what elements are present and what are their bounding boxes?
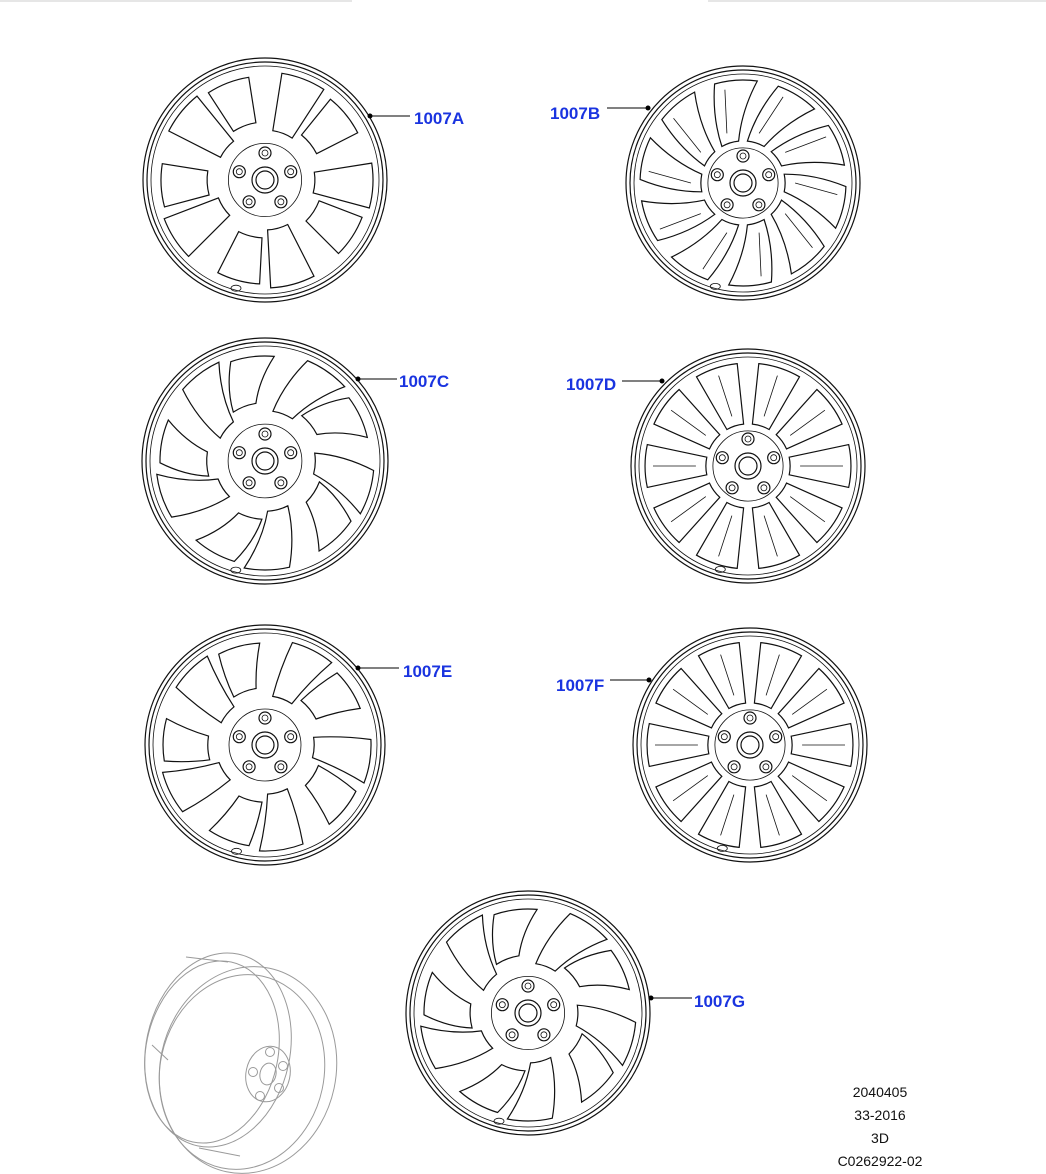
spoke-window [229,356,274,412]
leader-dot-1007b [646,106,651,111]
spoke-window [752,503,799,569]
spoke-groove [766,655,779,696]
lug-hole [763,169,775,181]
lug-hole [233,731,245,743]
rim-lip [634,74,852,292]
lug-hole [742,433,754,445]
spoke-window [656,762,722,821]
lug-hole [711,169,723,181]
lug-bolt [262,715,268,721]
spoke-window [176,656,234,723]
spoke-window [640,138,702,192]
lug-bolt [724,202,730,208]
hub-ring [708,148,778,218]
hub-ring [229,709,301,781]
lug-hole [285,447,297,459]
spoke-window [163,719,210,762]
reference-block [800,1081,960,1173]
spoke-groove [649,171,691,183]
lug-bolt [766,172,772,178]
spoke-groove [764,516,777,557]
leader-dot-1007a [368,114,373,119]
lug-bolt [278,764,284,770]
spoke-window [302,99,358,154]
rim-inner [146,342,384,580]
lug-hole [538,1029,550,1041]
rim-inner [149,629,381,861]
lug-hole [770,731,782,743]
spoke-window [654,483,720,542]
spoke-window [507,1058,554,1121]
lug-bolt [288,734,294,740]
spoke-window [729,220,772,286]
wheel-perspective-view [127,939,356,1174]
lug-bolt [756,202,762,208]
rim-lip [414,899,642,1127]
spoke-window [218,232,262,284]
label-1007g[interactable]: 1007G [694,992,746,1011]
lug-hole [233,447,245,459]
leader-dot-1007f [647,678,652,683]
lug-hole [259,712,271,724]
wheel-d[interactable] [631,349,865,583]
spoke-window [260,789,304,851]
lug-bolt [246,764,252,770]
lug-bolt [745,436,751,442]
spoke-window [424,972,472,1028]
spoke-window [771,125,844,165]
rim-outer [145,625,385,865]
hub-ring [713,431,783,501]
reference-view: 3D [871,1130,889,1146]
spoke-window [492,909,537,964]
spoke-window [313,163,373,208]
lug-hole [243,761,255,773]
hub-ring [715,710,785,780]
spoke-window [778,762,844,821]
lug-bolt [246,199,252,205]
rim-outer [143,58,387,302]
spoke-groove [759,97,783,133]
lug-hole [522,980,534,992]
spoke-groove [785,214,812,248]
lug-hole [737,150,749,162]
spoke-window [699,782,746,848]
lug-hole [716,452,728,464]
hub-ring [228,143,301,216]
wheel-f[interactable] [633,628,867,862]
wheel-b[interactable] [626,66,860,300]
reference-code-1: 2040405 [852,1084,908,1100]
spoke-window [576,1005,635,1065]
label-1007b[interactable]: 1007B [550,104,601,123]
rim-outer [626,66,860,300]
spoke-window [654,390,720,449]
lug-hole [728,761,740,773]
center-cap [256,736,274,754]
rim-lip [151,66,379,294]
label-1007e[interactable]: 1007E [403,662,453,681]
label-1007f[interactable]: 1007F [556,676,605,695]
center-cap [734,174,752,192]
spoke-window [219,643,260,697]
lug-hole [753,199,765,211]
spoke-window [699,643,746,709]
spoke-groove [795,183,837,195]
spoke-window [778,669,844,728]
wheel-c[interactable] [142,338,388,584]
spoke-window [314,453,374,514]
spoke-window [752,364,799,430]
reference-date: 33-2016 [854,1107,906,1123]
lug-hole [243,196,255,208]
lug-bolt [278,480,284,486]
spoke-groove [721,655,734,696]
hub-ring [228,424,302,498]
spoke-window [268,225,314,288]
lug-bolt [719,455,725,461]
lug-bolt [236,450,242,456]
spoke-window [697,364,744,430]
lug-bolt [763,764,769,770]
spoke-groove [725,90,727,134]
leader-dot-1007g [649,996,654,1001]
reference-code-2: C0262922-02 [837,1153,923,1169]
spoke-window [776,390,842,449]
wheel-e[interactable] [145,625,385,865]
spoke-window [301,673,360,719]
spoke-groove [719,376,732,417]
lug-bolt [551,1002,557,1008]
spoke-window [306,482,351,551]
lug-hole [233,166,245,178]
center-cap [256,452,274,470]
center-cap [739,457,757,475]
spoke-window [160,420,209,476]
lug-hole [275,196,287,208]
lug-hole [506,1029,518,1041]
lug-bolt [262,150,268,156]
spoke-window [163,763,231,812]
lug-hole [760,761,772,773]
leader-dot-1007c [356,377,361,382]
lug-bolt [262,431,268,437]
lug-bolt [761,485,767,491]
lug-bolt [246,480,252,486]
lug-hole [259,428,271,440]
spoke-window [672,220,739,280]
lug-hole [243,477,255,489]
spoke-groove [721,795,734,836]
lug-hole [285,731,297,743]
spoke-window [697,503,744,569]
lug-bolt [714,172,720,178]
rim-inner [147,62,383,298]
label-1007d[interactable]: 1007D [566,375,617,394]
lug-hole [726,482,738,494]
spoke-groove [766,795,779,836]
lug-hole [259,147,271,159]
lug-hole [768,452,780,464]
lug-hole [758,482,770,494]
lug-hole [718,731,730,743]
rim-lip [150,346,380,576]
lug-bolt [740,153,746,159]
spoke-window [642,200,715,241]
spoke-groove [674,118,701,152]
spoke-window [157,474,230,517]
lug-hole [744,712,756,724]
lug-hole [275,761,287,773]
spoke-groove [719,516,732,557]
center-cap [519,1004,537,1022]
lug-bolt [747,715,753,721]
spoke-window [421,1026,493,1068]
lug-bolt [525,983,531,989]
lug-bolt [541,1032,547,1038]
spoke-window [754,782,801,848]
spoke-window [313,737,372,783]
spoke-window [569,1034,613,1102]
wheel-g[interactable] [406,891,650,1135]
lug-bolt [731,764,737,770]
wheel-a[interactable] [143,58,387,302]
hub-ring [491,976,564,1049]
spoke-window [208,77,256,131]
lug-hole [496,999,508,1011]
center-cap [741,736,759,754]
spoke-window [164,198,230,257]
lug-bolt [499,1002,505,1008]
lug-bolt [288,450,294,456]
lug-bolt [721,734,727,740]
spoke-window [754,643,801,709]
rim-inner [410,895,646,1131]
lug-bolt [729,485,735,491]
label-1007c[interactable]: 1007C [399,372,450,391]
leader-dot-1007e [356,666,361,671]
spoke-groove [764,376,777,417]
spoke-window [161,164,209,207]
label-1007a[interactable]: 1007A [414,109,465,128]
lug-bolt [278,199,284,205]
leader-dot-1007d [660,379,665,384]
lug-bolt [236,734,242,740]
lug-bolt [288,169,294,175]
spoke-window [244,506,292,570]
lug-bolt [236,169,242,175]
spoke-groove [759,233,761,277]
lug-hole [721,199,733,211]
lug-bolt [773,734,779,740]
spoke-window [306,201,362,254]
spoke-window [209,796,262,846]
spoke-window [714,80,757,146]
spoke-window [784,174,846,228]
lug-hole [285,166,297,178]
center-cap [256,171,274,189]
spoke-window [656,669,722,728]
rim-inner [630,70,856,296]
spoke-groove [703,233,727,270]
lug-hole [548,999,560,1011]
spoke-window [273,643,332,704]
lug-hole [275,477,287,489]
lug-bolt [771,455,777,461]
spoke-window [776,483,842,542]
spoke-window [273,73,324,138]
spoke-window [747,86,814,146]
lug-bolt [509,1032,515,1038]
